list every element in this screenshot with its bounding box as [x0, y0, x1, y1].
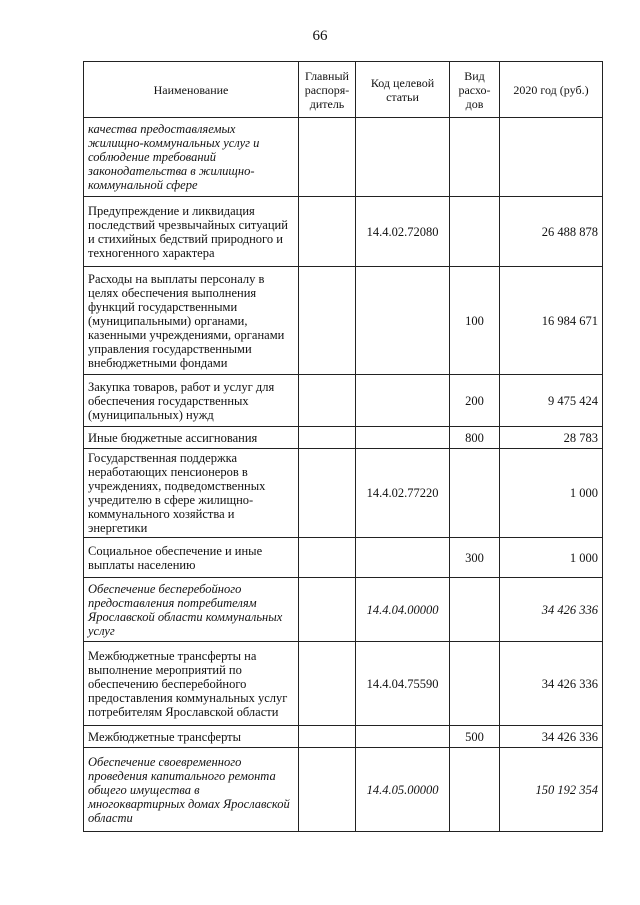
cell-manager	[299, 427, 356, 449]
cell-type: 200	[450, 375, 500, 427]
page-number: 66	[312, 28, 328, 44]
cell-code	[356, 538, 450, 578]
cell-code: 14.4.04.75590	[356, 642, 450, 726]
cell-manager	[299, 642, 356, 726]
cell-type	[450, 197, 500, 267]
cell-amount: 28 783	[500, 427, 603, 449]
cell-name: Расходы на выплаты персоналу в целях обеспечения выполнения функций государственными (муниципальными) органами, казенными учреждениями, органами управления государственными внебюджетными фондами	[84, 267, 299, 375]
cell-name: Обеспечение бесперебойного предоставления потребителям Ярославской области коммунальных услуг	[84, 578, 299, 642]
cell-name: Социальное обеспечение и иные выплаты населению	[84, 538, 299, 578]
table-row	[84, 118, 603, 197]
cell-code	[356, 118, 450, 197]
cell-type: 300	[450, 538, 500, 578]
table-body	[84, 118, 603, 832]
table-row	[84, 375, 603, 427]
cell-code	[356, 267, 450, 375]
cell-code: 14.4.05.00000	[356, 748, 450, 832]
cell-amount	[500, 118, 603, 197]
table-row	[84, 449, 603, 538]
cell-manager	[299, 197, 356, 267]
cell-name: Иные бюджетные ассигнования	[84, 427, 299, 449]
table-row	[84, 267, 603, 375]
header-type: Вид расхо-дов	[450, 62, 500, 118]
header-amount: 2020 год (руб.)	[500, 62, 603, 118]
cell-amount: 150 192 354	[500, 748, 603, 832]
budget-table	[83, 61, 603, 832]
cell-name: качества предоставляемых жилищно-коммунальных услуг и соблюдение требований законодательства в жилищно-коммунальной сфере	[84, 118, 299, 197]
cell-name: Предупреждение и ликвидация последствий чрезвычайных ситуаций и стихийных бедствий природного и техногенного характера	[84, 197, 299, 267]
cell-code	[356, 375, 450, 427]
cell-code	[356, 427, 450, 449]
cell-type: 100	[450, 267, 500, 375]
cell-manager	[299, 578, 356, 642]
cell-manager	[299, 267, 356, 375]
cell-manager	[299, 118, 356, 197]
cell-name: Обеспечение своевременного проведения капитального ремонта общего имущества в многоквартирных домах Ярославской области	[84, 748, 299, 832]
cell-code: 14.4.02.72080	[356, 197, 450, 267]
cell-code	[356, 726, 450, 748]
cell-amount: 1 000	[500, 449, 603, 538]
cell-amount: 9 475 424	[500, 375, 603, 427]
table-row	[84, 578, 603, 642]
cell-amount: 34 426 336	[500, 642, 603, 726]
cell-name: Закупка товаров, работ и услуг для обеспечения государственных (муниципальных) нужд	[84, 375, 299, 427]
cell-name: Государственная поддержка неработающих пенсионеров в учреждениях, подведомственных учредителю в сфере жилищно-коммунального хозяйства и энергетики	[84, 449, 299, 538]
cell-code: 14.4.02.77220	[356, 449, 450, 538]
table-row	[84, 197, 603, 267]
cell-manager	[299, 375, 356, 427]
cell-type: 500	[450, 726, 500, 748]
table-row	[84, 642, 603, 726]
header-code: Код целевой статьи	[356, 62, 450, 118]
cell-amount: 26 488 878	[500, 197, 603, 267]
cell-name: Межбюджетные трансферты	[84, 726, 299, 748]
cell-amount: 16 984 671	[500, 267, 603, 375]
table-header-row	[84, 62, 603, 118]
cell-name: Межбюджетные трансферты на выполнение мероприятий по обеспечению бесперебойного предоставления коммунальных услуг потребителям Ярославской области	[84, 642, 299, 726]
cell-type	[450, 118, 500, 197]
table-row	[84, 726, 603, 748]
cell-type	[450, 449, 500, 538]
cell-amount: 1 000	[500, 538, 603, 578]
header-name: Наименование	[84, 62, 299, 118]
cell-type	[450, 748, 500, 832]
cell-amount: 34 426 336	[500, 578, 603, 642]
table-row	[84, 427, 603, 449]
cell-manager	[299, 748, 356, 832]
cell-manager	[299, 726, 356, 748]
cell-type	[450, 642, 500, 726]
cell-manager	[299, 538, 356, 578]
cell-amount: 34 426 336	[500, 726, 603, 748]
table-row	[84, 748, 603, 832]
header-manager: Главный распоря-дитель	[299, 62, 356, 118]
table-row	[84, 538, 603, 578]
cell-type	[450, 578, 500, 642]
cell-code: 14.4.04.00000	[356, 578, 450, 642]
cell-manager	[299, 449, 356, 538]
cell-type: 800	[450, 427, 500, 449]
